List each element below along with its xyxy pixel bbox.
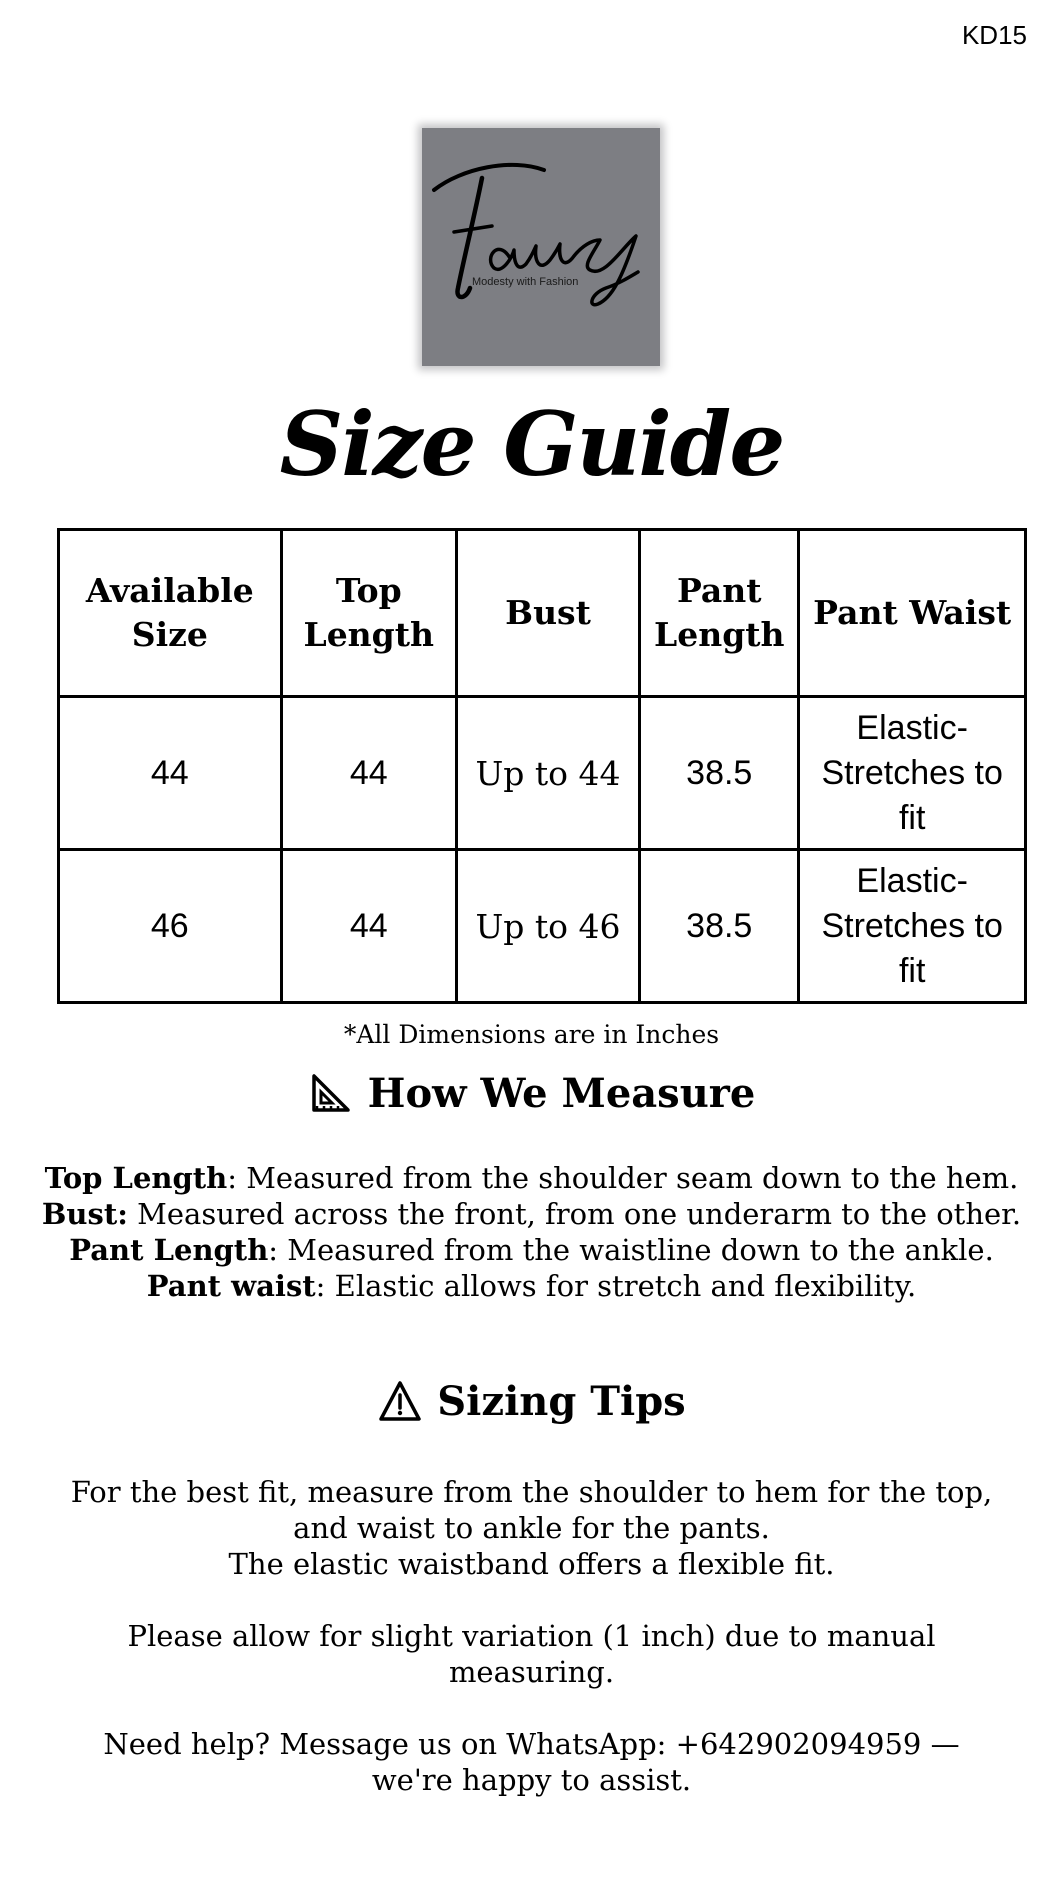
- measure-definitions: [40, 1160, 1023, 1304]
- cell-bust: Up to 44: [456, 697, 639, 850]
- measure-term: Pant waist: [146, 1269, 316, 1303]
- brand-logo: [422, 128, 660, 366]
- measure-term: Pant Length: [69, 1233, 269, 1267]
- header-bust: Bust: [456, 530, 639, 697]
- cell-top-length: 44: [281, 850, 456, 1003]
- cell-pant-waist: Elastic-Stretches to fit: [799, 697, 1026, 850]
- cell-pant-length: 38.5: [640, 697, 799, 850]
- measure-item: Pant waist: Elastic allows for stretch and flexibility.: [146, 1269, 917, 1303]
- header-pant-length: Pant Length: [640, 530, 799, 697]
- dimensions-note: *All Dimensions are in Inches: [343, 1020, 720, 1049]
- how-we-measure-title: How We Measure: [367, 1070, 756, 1117]
- table-row: [59, 850, 1026, 1003]
- measure-text: Measured from the shoulder seam down to the hem.: [246, 1161, 1019, 1195]
- cell-bust: Up to 46: [456, 850, 639, 1003]
- page-title: Size Guide: [279, 392, 784, 496]
- size-table: [57, 528, 1027, 1004]
- tip-paragraph: Please allow for slight variation (1 inch) due to manual measuring.: [127, 1619, 936, 1689]
- logo-tagline: Modesty with Fashion: [472, 276, 579, 288]
- table-header-row: [59, 530, 1026, 697]
- measure-text: Measured from the waistline down to the ankle.: [287, 1233, 994, 1267]
- how-we-measure-heading: [0, 1070, 1063, 1120]
- header-available-size: Available Size: [59, 530, 282, 697]
- set-square-ruler-icon: [308, 1070, 354, 1116]
- header-top-length: Top Length: [281, 530, 456, 697]
- header-pant-waist: Pant Waist: [799, 530, 1026, 697]
- measure-term: Top Length: [44, 1161, 228, 1195]
- sizing-tips-heading: [0, 1378, 1063, 1427]
- logo-script-artwork: [422, 128, 660, 366]
- product-code: KD15: [961, 20, 1027, 50]
- warning-triangle-icon: [377, 1379, 423, 1423]
- tip-paragraph: The elastic waistband offers a flexible fit.: [228, 1547, 835, 1581]
- cell-pant-waist: Elastic-Stretches to fit: [799, 850, 1026, 1003]
- sizing-tips-title: Sizing Tips: [437, 1378, 686, 1425]
- table-row: [59, 697, 1026, 850]
- measure-text: Elastic allows for stretch and flexibility.: [334, 1269, 917, 1303]
- cell-pant-length: 38.5: [640, 850, 799, 1003]
- tip-paragraph: Need help? Message us on WhatsApp: +642902094959 — we're happy to assist.: [103, 1727, 960, 1797]
- measure-text: Measured across the front, from one underarm to the other.: [137, 1197, 1022, 1231]
- tip-paragraph: For the best fit, measure from the shoulder to hem for the top, and waist to ankle for the pants.: [70, 1475, 993, 1545]
- sizing-tips-body: [60, 1474, 1003, 1798]
- measure-term: Bust:: [41, 1197, 128, 1231]
- cell-size: 44: [59, 697, 282, 850]
- measure-item: Pant Length: Measured from the waistline down to the ankle.: [69, 1233, 994, 1267]
- measure-item: [40, 1196, 1023, 1232]
- measure-item: Top Length: Measured from the shoulder seam down to the hem.: [44, 1161, 1019, 1195]
- cell-top-length: 44: [281, 697, 456, 850]
- cell-size: 46: [59, 850, 282, 1003]
